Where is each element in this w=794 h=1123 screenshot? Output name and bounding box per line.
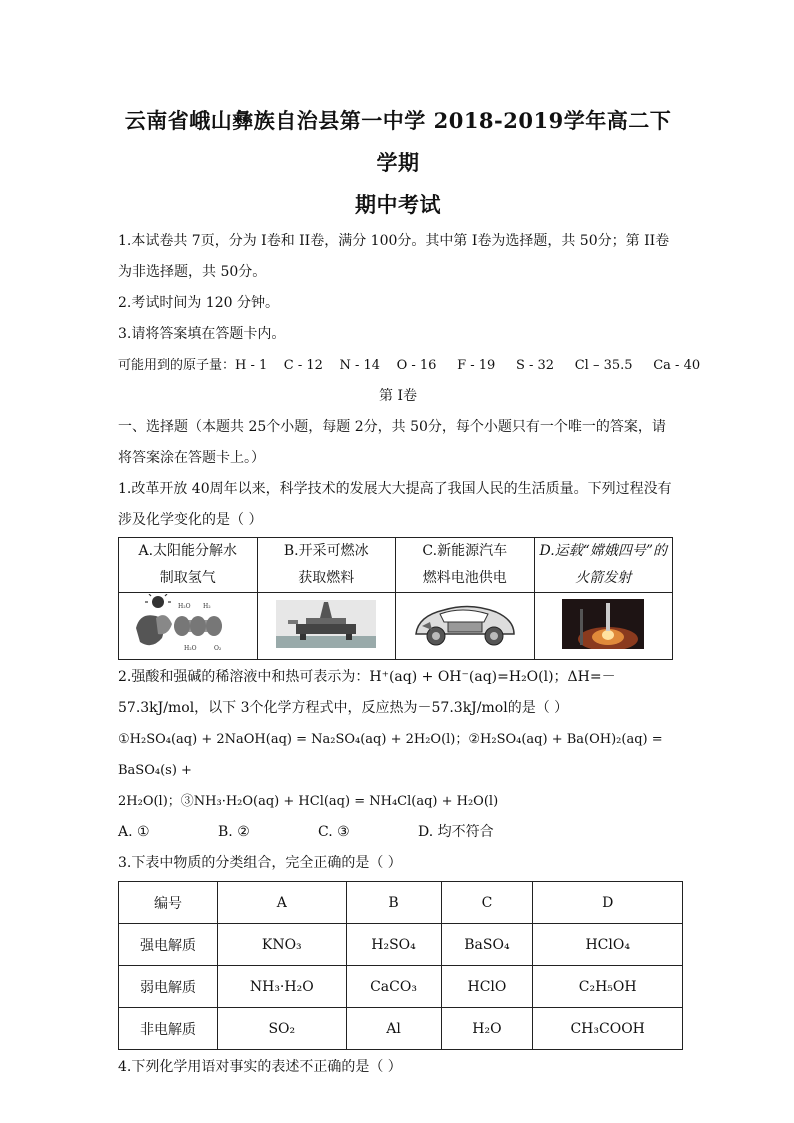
svg-text:O₂: O₂ xyxy=(213,645,222,652)
q1-option-c-line2: 燃料电池供电 xyxy=(422,570,507,586)
svg-text:H₂: H₂ xyxy=(202,603,211,610)
table-cell: CaCO₃ xyxy=(346,966,441,1008)
table-row xyxy=(119,966,683,1008)
table-row xyxy=(119,1008,683,1050)
table-header-cell: D xyxy=(533,882,683,924)
drilling-platform-image xyxy=(257,593,396,660)
q2-choice-a: A. ① xyxy=(118,824,150,840)
table-cell: 强电解质 xyxy=(119,924,218,966)
question-4-stem: 4.下列化学用语对事实的表述不正确的是（ ） xyxy=(118,1059,402,1075)
q1-option-d xyxy=(534,538,673,593)
table-cell: SO₂ xyxy=(218,1008,347,1050)
part-heading: 第 I卷 xyxy=(379,388,417,404)
table-cell: H₂O xyxy=(441,1008,533,1050)
table-cell: CH₃COOH xyxy=(533,1008,683,1050)
table-cell: BaSO₄ xyxy=(441,924,533,966)
table-cell: NH₃·H₂O xyxy=(218,966,347,1008)
table-header-cell: 编号 xyxy=(119,882,218,924)
instruction-2: 2.考试时间为 120 分钟。 xyxy=(118,295,279,311)
question-2-stem: 2.强酸和强碱的稀溶液中和热可表示为：H⁺(aq) + OH⁻(aq)=H₂O(l)；ΔH=－57.3kJ/mol，以下 3个化学方程式中，反应热为－57.3kJ/mol的是（ ） xyxy=(118,669,616,716)
q1-option-b-line2: 获取燃料 xyxy=(298,570,355,586)
q1-option-d-line2: 火箭发射 xyxy=(575,570,632,586)
table-header-cell: A xyxy=(218,882,347,924)
q1-option-a-line1: A.太阳能分解水 xyxy=(138,543,238,559)
question-3-table xyxy=(118,881,683,1050)
instruction-3: 3.请将答案填在答题卡内。 xyxy=(118,326,286,342)
table-header-row xyxy=(119,882,683,924)
table-cell: HClO₄ xyxy=(533,924,683,966)
table-cell: 非电解质 xyxy=(119,1008,218,1050)
table-cell: KNO₃ xyxy=(218,924,347,966)
question-2-equation-1: ①H₂SO₄(aq) + 2NaOH(aq) = Na₂SO₄(aq) + 2H₂O(l)；②H₂SO₄(aq) + Ba(OH)₂(aq) = BaSO₄(s) + xyxy=(118,732,663,778)
q1-option-b-line1: B.开采可燃冰 xyxy=(283,543,369,559)
solar-water-split-image xyxy=(119,593,258,660)
atomic-mass-line: 可能用到的原子量：H - 1 C - 12 N - 14 O - 16 F - 19 S - 32 Cl – 35.5 Ca - 40 xyxy=(118,358,701,373)
svg-text:H₂O: H₂O xyxy=(183,645,197,652)
table-row xyxy=(119,924,683,966)
table-cell: 弱电解质 xyxy=(119,966,218,1008)
table-header-cell: C xyxy=(441,882,533,924)
question-2-choices xyxy=(118,817,678,848)
table-cell: C₂H₅OH xyxy=(533,966,683,1008)
exam-title-line1: 云南省峨山彝族自治县第一中学 2018-2019学年高二下学期 xyxy=(124,108,672,175)
q1-option-c-line1: C.新能源汽车 xyxy=(422,543,508,559)
q1-option-d-line1: D.运载“嫦娥四号”的 xyxy=(539,543,667,559)
table-cell: HClO xyxy=(441,966,533,1008)
rocket-launch-image xyxy=(534,593,673,660)
table-cell: Al xyxy=(346,1008,441,1050)
q2-choice-d: D. 均不符合 xyxy=(418,824,494,840)
instruction-1: 1.本试卷共 7页，分为 I卷和 II卷，满分 100分。其中第 I卷为选择题，共 50分；第 II卷为非选择题，共 50分。 xyxy=(118,233,670,280)
exam-page xyxy=(118,100,701,1083)
q1-option-c xyxy=(396,538,535,593)
q1-option-b xyxy=(257,538,396,593)
table-cell: H₂SO₄ xyxy=(346,924,441,966)
section-heading: 一、选择题（本题共 25个小题，每题 2分，共 50分，每个小题只有一个唯一的答案，请将答案涂在答题卡上。） xyxy=(118,419,666,466)
q2-choice-b: B. ② xyxy=(218,824,250,840)
svg-text:H₂O: H₂O xyxy=(177,603,191,610)
q1-option-a xyxy=(119,538,258,593)
question-3-stem: 3.下表中物质的分类组合，完全正确的是（ ） xyxy=(118,855,402,871)
fuel-cell-car-image xyxy=(396,593,535,660)
question-1-table xyxy=(118,537,673,660)
exam-title-line2: 期中考试 xyxy=(355,192,441,217)
question-2-equation-2: 2H₂O(l)；③NH₃·H₂O(aq) + HCl(aq) = NH₄Cl(aq) + H₂O(l) xyxy=(118,794,499,809)
q1-option-a-line2: 制取氢气 xyxy=(159,570,216,586)
q2-choice-c: C. ③ xyxy=(318,824,350,840)
table-header-cell: B xyxy=(346,882,441,924)
question-1-stem: 1.改革开放 40周年以来，科学技术的发展大大提高了我国人民的生活质量。下列过程没有涉及化学变化的是（ ） xyxy=(118,481,672,528)
